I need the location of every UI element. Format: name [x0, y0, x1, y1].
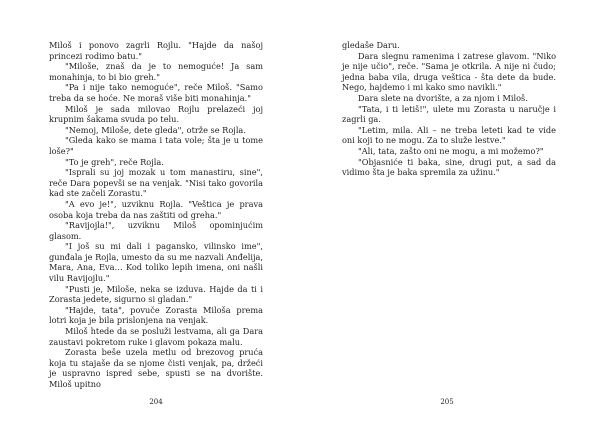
paragraph: Dara slegnu ramenima i zatrese glavom. "Niko je nije učio", reče. "Sama je otkrila. A nije ni čudo; jedna baba vila, druga veštica - šta dete da bude. Nego, hajdemo i mi kako smo navikli.": [342, 50, 556, 93]
paragraph: gledaše Daru.: [342, 40, 400, 50]
paragraph: Miloš je sada milovao Rojlu prelazeći joj krupnim šakama svuda po telu.: [49, 103, 263, 125]
page-number: 205: [440, 398, 454, 406]
paragraph: "Ravijojla!", uzviknu Miloš opominjućim glasom.: [49, 220, 263, 241]
paragraph: "Pa i nije tako nemoguće", reče Miloš. "Samo treba da se hoće. Ne moraš više biti monahinja.": [49, 82, 263, 103]
right-page-text: [342, 40, 556, 178]
right-page: [300, 0, 600, 424]
paragraph: Dara slete na dvorište, a za njom i Miloš.: [358, 92, 528, 103]
paragraph: "Isprali su joj mozak u tom manastiru, sine", reče Dara popevši se na venjak. "Nisi tako govorila kad ste začeli Zorastu.": [49, 167, 263, 199]
paragraph: Miloš htede da se posluži lestvama, ali ga Dara zaustavi pokretom ruke i glavom pokaza malu.: [49, 326, 263, 347]
paragraph: "To je greh", reče Rojla.: [65, 156, 164, 167]
paragraph: "Tata, i ti letiš!", ulete mu Zorasta u naručje i zagrli ga.: [342, 103, 556, 125]
paragraph: "I još su mi dali i pagansko, vilinsko ime", gunđala je Rojla, umesto da su me nazvali Anđelija, Mara, Ana, Eva… Kod toliko lepih imena, oni našli vilu Ravijojlu.": [49, 241, 263, 284]
paragraph: Miloš i ponovo zagrli Rojlu. "Hajde da našoj princezi rodimo batu.": [49, 40, 263, 61]
paragraph: "Letim, mila. Ali – ne treba leteti kad te vide oni koji to ne mogu. Za to služe lestve.": [342, 124, 556, 146]
left-page-text: [49, 40, 263, 390]
paragraph: "Ali, tata, zašto oni ne mogu, a mi možemo?": [358, 145, 544, 156]
page-number: 204: [149, 398, 163, 406]
paragraph: "A evo je!", uzviknu Rojla. "Veštica je prava osoba koja treba da nas zaštiti od greha.": [49, 198, 263, 220]
paragraph: "Nemoj, Miloše, dete gleda", otrže se Rojla.: [65, 124, 246, 135]
paragraph: "Pusti je, Miloše, neka se izduva. Hajde da ti i Zorasta jedete, sigurno si gladan.": [49, 283, 263, 305]
paragraph: "Objasniće ti baka, sine, drugi put, a sad da vidimo šta je baka spremila za užinu.": [342, 156, 556, 178]
paragraph: "Gleda kako se mama i tata vole; šta je u tome loše?": [49, 135, 263, 156]
paragraph: "Hajde, tata", povuče Zorasta Miloša prema lotri koja je bila prislonjena na venjak.: [49, 304, 263, 326]
paragraph: Zorasta beše uzela metlu od brezovog pruća koja tu stajaše da se njome čisti venjak, pa, držeći je uspravno ispred sebe, spusti se na dvorište. Miloš upitno: [49, 347, 263, 389]
paragraph: "Miloše, znaš da je to nemoguće! Ja sam monahinja, to bi bio greh.": [49, 61, 263, 82]
